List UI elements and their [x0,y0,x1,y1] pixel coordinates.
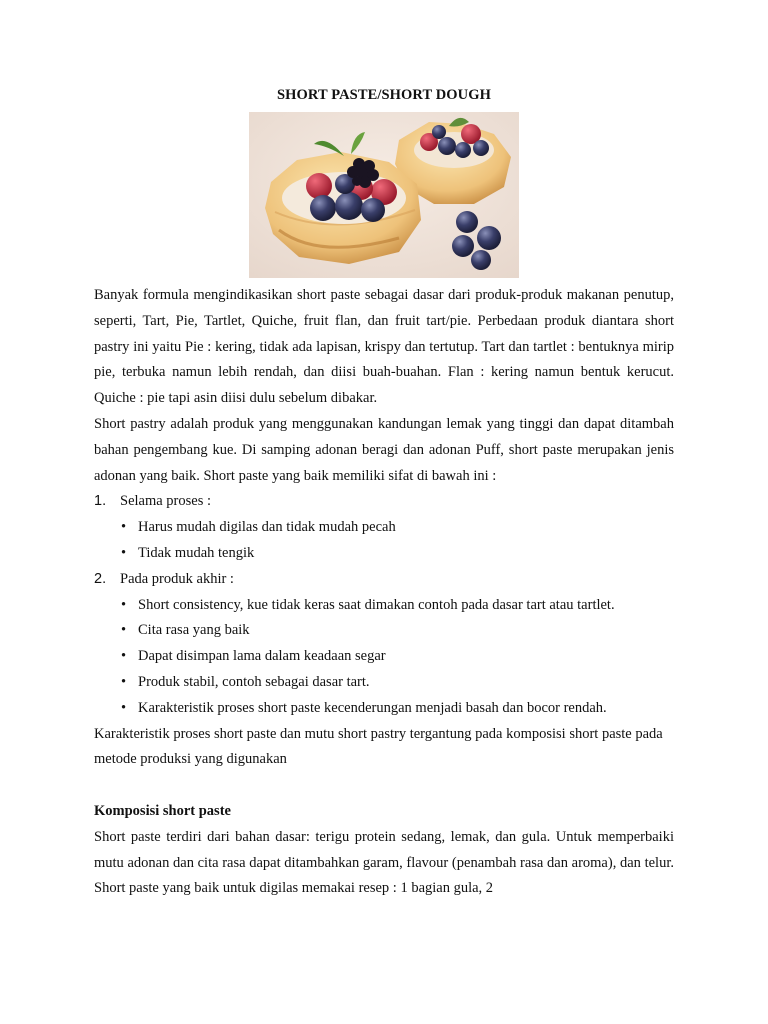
bullet-icon: • [121,519,127,536]
section-heading: Komposisi short paste [94,802,231,819]
fruit-tart-photo [249,112,519,278]
bullet-icon: • [121,544,127,561]
bullet-item: • Cita rasa yang baik [94,618,674,644]
bullet-item: • Harus mudah digilas dan tidak mudah pecah [94,515,674,541]
bullet-item: • Short consistency, kue tidak keras saat dimakan contoh pada dasar tart atau tartlet. [94,593,674,619]
bullet-item: • Karakteristik proses short paste kecenderungan menjadi basah dan bocor rendah. [94,696,674,722]
bullet-list-2 [94,593,674,722]
intro-paragraph: Banyak formula mengindikasikan short paste sebagai dasar dari produk-produk makanan penutup, seperti, Tart, Pie, Tartlet, Quiche, fruit flan, dan fruit tart/pie. Perbedaan produk diantara short pastry ini yaitu Pie : kering, tidak ada lapisan, krispy dan tertutup. Tart dan tartlet : bentuknya mirip pie, terbuka namun lebih rendah, dan diisi buah-buahan. Flan : kering namun bentuk kerucut. Quiche : pie tapi asin diisi dulu sebelum dibakar. [94,287,674,407]
section-paragraph: Short paste terdiri dari bahan dasar: terigu protein sedang, lemak, dan gula. Untuk memperbaiki mutu adonan dan cita rasa dapat ditambahkan garam, flavour (penambah rasa dan aroma), dan telur. Short paste yang baik untuk digilas memakai resep : 1 bagian gula, 2 [94,828,674,897]
second-paragraph: Short pastry adalah produk yang menggunakan kandungan lemak yang tinggi dan dapat ditambah bahan pengembang kue. Di samping adonan beragi dan adonan Puff, short paste merupakan jenis adonan yang baik. Short paste yang baik memiliki sifat di bawah ini : [94,415,674,484]
bullet-icon: • [121,699,127,716]
bullet-icon: • [121,673,127,690]
list-label: Selama proses : [120,493,212,510]
bullet-icon: • [121,648,127,665]
spacer [94,773,674,799]
bullet-icon: • [121,596,127,613]
bullet-item: • Produk stabil, contoh sebagai dasar tart. [94,670,674,696]
list-item-2 [94,567,674,593]
document-title: SHORT PASTE/SHORT DOUGH [276,87,491,103]
document-body [94,283,674,902]
list-number: 2. [94,570,107,587]
bullet-item: • Tidak mudah tengik [94,541,674,567]
bullet-list-1 [94,515,674,567]
list-number: 1. [94,493,107,510]
closing-paragraph: Karakteristik proses short paste dan mutu short pastry tergantung pada komposisi short paste pada metode produksi yang digunakan [94,725,663,768]
bullet-item: • Dapat disimpan lama dalam keadaan segar [94,644,674,670]
bullet-icon: • [121,622,127,639]
list-item-1 [94,489,674,515]
list-label: Pada produk akhir : [120,570,234,587]
